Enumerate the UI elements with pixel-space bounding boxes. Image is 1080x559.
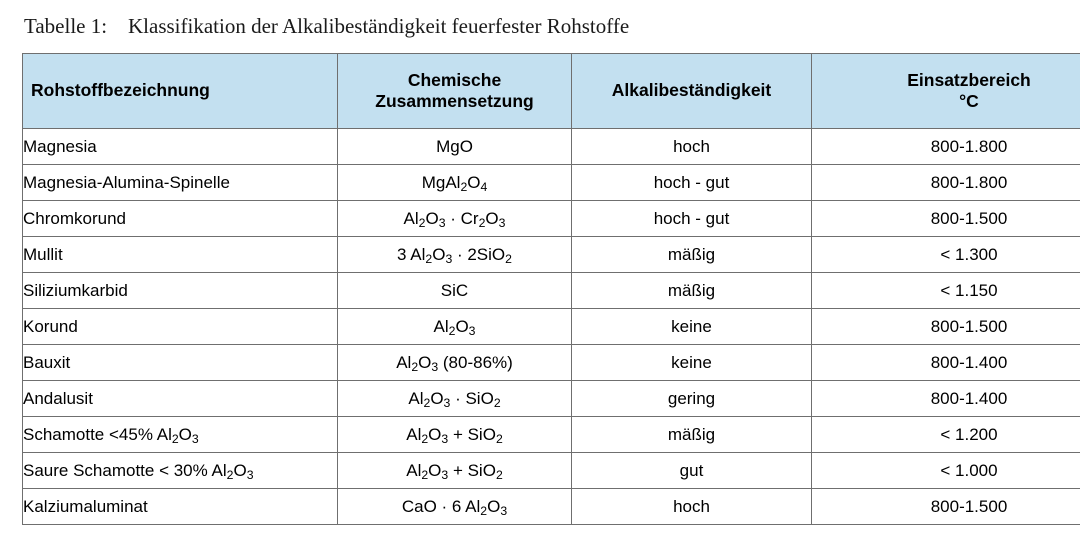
- cell-alkali-resistance: hoch - gut: [572, 201, 812, 237]
- cell-chemical-composition: 3 $Al_2O_3 \cdot 2SiO_2$: [338, 237, 572, 273]
- cell-alkali-resistance: keine: [572, 309, 812, 345]
- table-row: [23, 273, 1080, 309]
- cell-chemical-composition: $MgAl_2O_4$: [338, 165, 572, 201]
- cell-chemical-composition: $Al_2O_3 + SiO_2$: [338, 453, 572, 489]
- cell-operating-range: 800-1.500: [812, 309, 1080, 345]
- cell-chemical-composition: $Al_2O_3 \cdot SiO_2$: [338, 381, 572, 417]
- cell-alkali-resistance: mäßig: [572, 417, 812, 453]
- cell-raw-material: Kalziumaluminat: [23, 489, 338, 525]
- cell-raw-material: Siliziumkarbid: [23, 273, 338, 309]
- column-header-alkali-resistance: Alkalibeständigkeit: [572, 54, 812, 129]
- table-row: [23, 309, 1080, 345]
- cell-operating-range: < 1.150: [812, 273, 1080, 309]
- cell-raw-material: Magnesia-Alumina-Spinelle: [23, 165, 338, 201]
- cell-raw-material: Chromkorund: [23, 201, 338, 237]
- cell-alkali-resistance: keine: [572, 345, 812, 381]
- cell-operating-range: 800-1.400: [812, 381, 1080, 417]
- cell-operating-range: 800-1.800: [812, 165, 1080, 201]
- cell-operating-range: < 1.000: [812, 453, 1080, 489]
- caption-label: Tabelle 1:: [24, 14, 108, 38]
- cell-raw-material: Mullit: [23, 237, 338, 273]
- table-row: [23, 345, 1080, 381]
- table-body: [23, 129, 1080, 525]
- cell-alkali-resistance: hoch - gut: [572, 165, 812, 201]
- table-row: [23, 201, 1080, 237]
- cell-raw-material: Saure Schamotte < 30% $Al_2O_3$: [23, 453, 338, 489]
- table-header: [23, 54, 1080, 129]
- cell-alkali-resistance: mäßig: [572, 237, 812, 273]
- cell-chemical-composition: $Al_2O_3 \cdot Cr_2O_3$: [338, 201, 572, 237]
- table-row: [23, 129, 1080, 165]
- cell-chemical-composition: $Al_2O_3 + SiO_2$: [338, 417, 572, 453]
- cell-alkali-resistance: mäßig: [572, 273, 812, 309]
- cell-alkali-resistance: hoch: [572, 129, 812, 165]
- table-header-row: [23, 54, 1080, 129]
- cell-chemical-composition: MgO: [338, 129, 572, 165]
- cell-operating-range: < 1.200: [812, 417, 1080, 453]
- cell-alkali-resistance: hoch: [572, 489, 812, 525]
- classification-table: [22, 53, 1080, 525]
- cell-raw-material: Bauxit: [23, 345, 338, 381]
- table-row: [23, 381, 1080, 417]
- cell-operating-range: 800-1.800: [812, 129, 1080, 165]
- cell-raw-material: Andalusit: [23, 381, 338, 417]
- table-row: [23, 417, 1080, 453]
- caption-text: Klassifikation der Alkalibeständigkeit feuerfester Rohstoffe: [128, 14, 630, 38]
- cell-chemical-composition: $Al_2O_3$ (80-86%): [338, 345, 572, 381]
- cell-alkali-resistance: gering: [572, 381, 812, 417]
- cell-operating-range: 800-1.500: [812, 201, 1080, 237]
- table-row: [23, 237, 1080, 273]
- table-row: [23, 489, 1080, 525]
- column-header-chemical-composition: [338, 54, 572, 129]
- column-header-range-line1: Einsatzbereich: [907, 69, 1031, 90]
- table-row: [23, 165, 1080, 201]
- cell-chemical-composition: SiC: [338, 273, 572, 309]
- cell-alkali-resistance: gut: [572, 453, 812, 489]
- cell-raw-material: Korund: [23, 309, 338, 345]
- column-header-chemical-line1: Chemische: [407, 69, 502, 90]
- cell-chemical-composition: $Al_2O_3$: [338, 309, 572, 345]
- column-header-operating-range: [812, 54, 1080, 129]
- column-header-chemical-line2: Zusammensetzung: [375, 91, 534, 111]
- table-row: [23, 453, 1080, 489]
- cell-raw-material: Magnesia: [23, 129, 338, 165]
- column-header-raw-material: Rohstoffbezeichnung: [23, 54, 338, 129]
- table-caption: [24, 14, 1058, 39]
- cell-operating-range: < 1.300: [812, 237, 1080, 273]
- cell-operating-range: 800-1.400: [812, 345, 1080, 381]
- column-header-range-line2: °C: [959, 91, 979, 111]
- cell-raw-material: Schamotte <45% $Al_2O_3$: [23, 417, 338, 453]
- cell-operating-range: 800-1.500: [812, 489, 1080, 525]
- cell-chemical-composition: CaO · 6 $Al_2O_3$: [338, 489, 572, 525]
